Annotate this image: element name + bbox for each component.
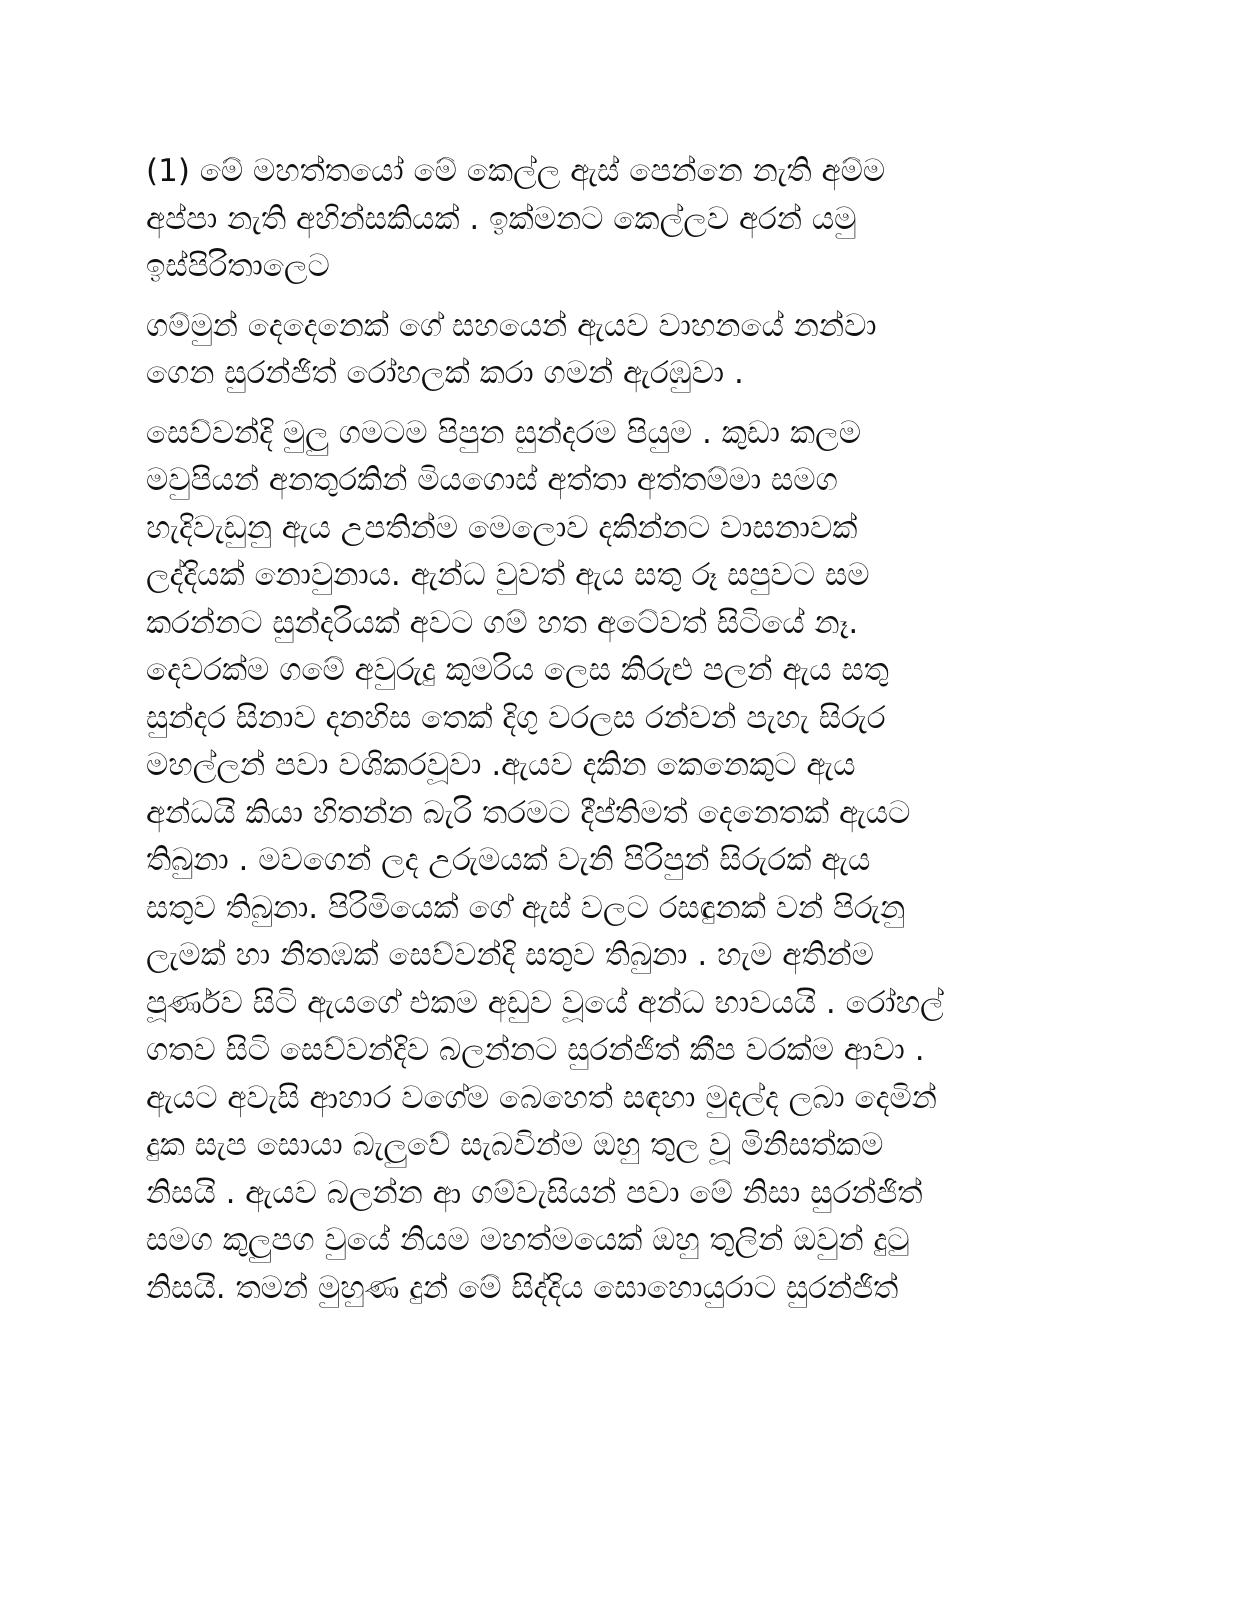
text-line: අප්පා නැති අහින්සකියක් . ඉක්මනට කෙල්ලව අරන් යමු [146,200,857,237]
text-line: දෙවරක්ම ගමේ අවුරුදු කුමරිය ලෙස කිරුළු පලන් ඇය සතු [146,652,889,688]
paragraph-2 [146,303,1076,398]
text-line: තිබුනා . මවගෙන් ලද උරුමයක් වැනි පිරිපුන් සිරුරක් ඇය [146,842,871,878]
text-line: සමග කුලුපග වුයේ නියම මහත්මයෙක් ඔහු තුලින් ඔවුන් දුටු [146,1222,910,1258]
text-line: සතුව තිබුනා. පිරිමියෙක් ගේ ඇස් වලට රසඳුනක් වන් පිරුනු [146,889,906,926]
body-text [146,148,1076,1312]
text-line: ඇයට අවැසි ආහාර වගේම බෙහෙත් සඳහා මුදල්ද ලබා දෙමින් [146,1079,937,1116]
text-line: අන්ධයි කියා හිතන්න බැරි තරමට දීප්තිමත් දෙනෙතක් ඇයට [146,794,911,831]
text-line: නිසයි. තමන් මුහුණ දුන් මේ සිද්දිය සොහොයුරාට සුරන්ජිත් [146,1269,899,1306]
paragraph-1 [146,148,1076,291]
text-line: සුන්දර සිනාව දනහිස තෙක් දිගු වරලස රන්වන් පැහැ සිරුර [146,699,886,736]
text-line: ලැමක් හා නිතඹක් සෙව්වන්දි සතුව තිබුනා . හැම අතින්ම [146,937,874,973]
text-line: ඉස්පිරිතාලෙට [146,248,330,284]
text-line: දුක සැප සොයා බැලුවේ සැබවින්ම ඔහු තුල වූ මිනිසත්කම [146,1127,884,1163]
text-line: නිසයි . ඇයව බලන්න ආ ගම්වැසියන් පවා මේ නිසා සුරන්ජිත් [146,1174,923,1211]
text-line: පූර්ණව සිටි ඇයගේ එකම අඩුව වූයේ අන්ධ භාවයයි . රෝහල් [146,984,944,1021]
text-line: සෙව්වන්දි මුලු ගමටම පිපුන සුන්දරම පියුම . කුඩා කලම [146,414,861,451]
text-line: කරන්නට සුන්දරියක් අවට ගම් හත අටේවත් සිටියේ නෑ. [146,604,859,641]
text-line: ලද්දියක් නොවුනාය. ඇන්ධ වුවත් ඇය සතු රූ සපුවට සම [146,557,870,593]
text-line: මහල්ලන් පවා වශිකරවූවා .ඇයව දකින කෙනෙකුට ඇය [146,747,856,783]
paragraph-spacer [146,291,1076,303]
text-line: (1) මේ මහත්තයෝ මේ කෙල්ල ඇස් පෙන්නෙ නැති අම්ම [146,153,886,189]
text-line: ගම්මුන් දෙදෙනෙක් ගේ සහයෙන් ඇයව වාහනයේ නන්වා [146,307,877,344]
paragraph-3 [146,410,1076,1313]
paragraph-spacer [146,398,1076,410]
text-line: හැදිවැඩුනු ඇය උපතින්ම මෙලොව දකින්නට වාසනාවක් [146,509,858,546]
text-line: ගෙන සුරන්ජිත් රෝහලක් කරා ගමන් ඇරඹුවා . [146,355,744,391]
text-line: මවුපියන් අනතුරකින් මියගොස් අත්තා අත්තම්මා සමග [146,462,838,498]
text-line: ගතව සිටි සෙව්වන්දිව බලන්නට සුරන්ජිත් කීප වරක්ම ආවා . [146,1032,925,1068]
